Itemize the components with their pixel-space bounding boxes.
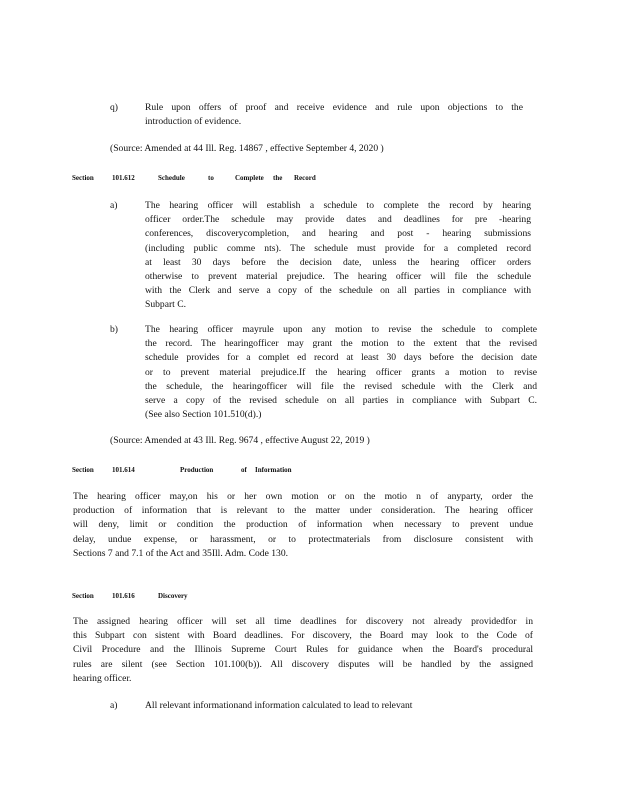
text-line: with the Clerk and serve a copy of the schedule on all parties in compliance with: [145, 285, 531, 297]
text-line: delay, undue expense, or harassment, or to protectmaterials from disclosure consistent with: [73, 533, 533, 545]
text-line: otherwise to prevent material prejudice. The hearing officer will file the schedule: [145, 271, 531, 282]
section-heading-101-614: Section 101.614 Production of Information: [72, 466, 292, 474]
text-line: conferences, discoverycompletion, and hearing and post - hearing submissions: [145, 228, 531, 240]
section-heading-101-616: Section 101.616 Discovery: [72, 592, 188, 600]
item-a-616-text: All relevant informationand information calculated to lead to relevant: [145, 700, 413, 711]
item-label-b-612: b): [110, 324, 118, 335]
text-line: at least 30 days before the decision date, unless the hearing officer orders: [145, 256, 531, 268]
text-line: The assigned hearing officer will set all time deadlines for discovery not already providedfor in: [73, 616, 533, 627]
source-note-1: (Source: Amended at 44 Ill. Reg. 14867 , effective September 4, 2020 ): [110, 143, 384, 154]
item-q-text: [145, 101, 523, 131]
text-line: serve a copy of the revised schedule on all parties in compliance with Subpart C.: [145, 395, 537, 406]
text-line: Sections 7 and 7.1 of the Act and 35Ill. Adm. Code 130.: [73, 547, 289, 559]
text-line: (including public comme nts). The schedule must provide for a completed record: [145, 242, 531, 254]
section-101-616-paragraph: [73, 615, 533, 687]
item-label-a-612: a): [110, 200, 118, 211]
text-line: The hearing officer will establish a schedule to complete the record by hearing: [145, 200, 531, 211]
item-label-q: q): [110, 102, 118, 113]
text-line: introduction of evidence.: [145, 116, 242, 128]
text-line: officer order.The schedule may provide dates and deadlines for pre -hearing: [145, 214, 531, 226]
item-b-612-text: [145, 323, 537, 425]
text-line: (See also Section 101.510(d).): [145, 409, 262, 421]
text-line: or to prevent material prejudice.If the hearing officer grants a motion to revise: [145, 366, 537, 378]
text-line: will deny, limit or condition the production of information when necessary to prevent undue: [73, 519, 533, 531]
section-101-614-paragraph: [73, 490, 533, 562]
text-line: production of information that is relevant to the matter under consideration. The hearing officer: [73, 505, 533, 517]
text-line: the schedule, the hearingofficer will file the revised schedule with the Clerk and: [145, 380, 537, 392]
text-line: The hearing officer mayrule upon any motion to revise the schedule to complete: [145, 324, 537, 335]
text-line: the record. The hearingofficer may grant the motion to the extent that the revised: [145, 338, 537, 350]
text-line: hearing officer.: [73, 672, 132, 684]
section-heading-101-612: Section 101.612 Schedule to Complete the Record: [72, 174, 316, 182]
item-a-612-text: [145, 199, 531, 314]
source-note-2: (Source: Amended at 43 Ill. Reg. 9674 , effective August 22, 2019 ): [110, 435, 370, 446]
item-label-a-616: a): [110, 700, 118, 711]
text-line: schedule provides for a complet ed record at least 30 days before the decision date: [145, 352, 537, 364]
text-line: Civil Procedure and the Illinois Supreme Court Rules for guidance when the Board's procedural: [73, 644, 533, 656]
text-line: The hearing officer may,on his or her own motion or on the motio n of anyparty, order the: [73, 491, 533, 502]
text-line: rules are silent (see Section 101.100(b)). All discovery disputes will be handled by the assigned: [73, 658, 533, 670]
text-line: Rule upon offers of proof and receive evidence and rule upon objections to the: [145, 102, 523, 113]
text-line: Subpart C.: [145, 299, 187, 311]
text-line: this Subpart con sistent with Board deadlines. For discovery, the Board may look to the Code of: [73, 630, 533, 642]
